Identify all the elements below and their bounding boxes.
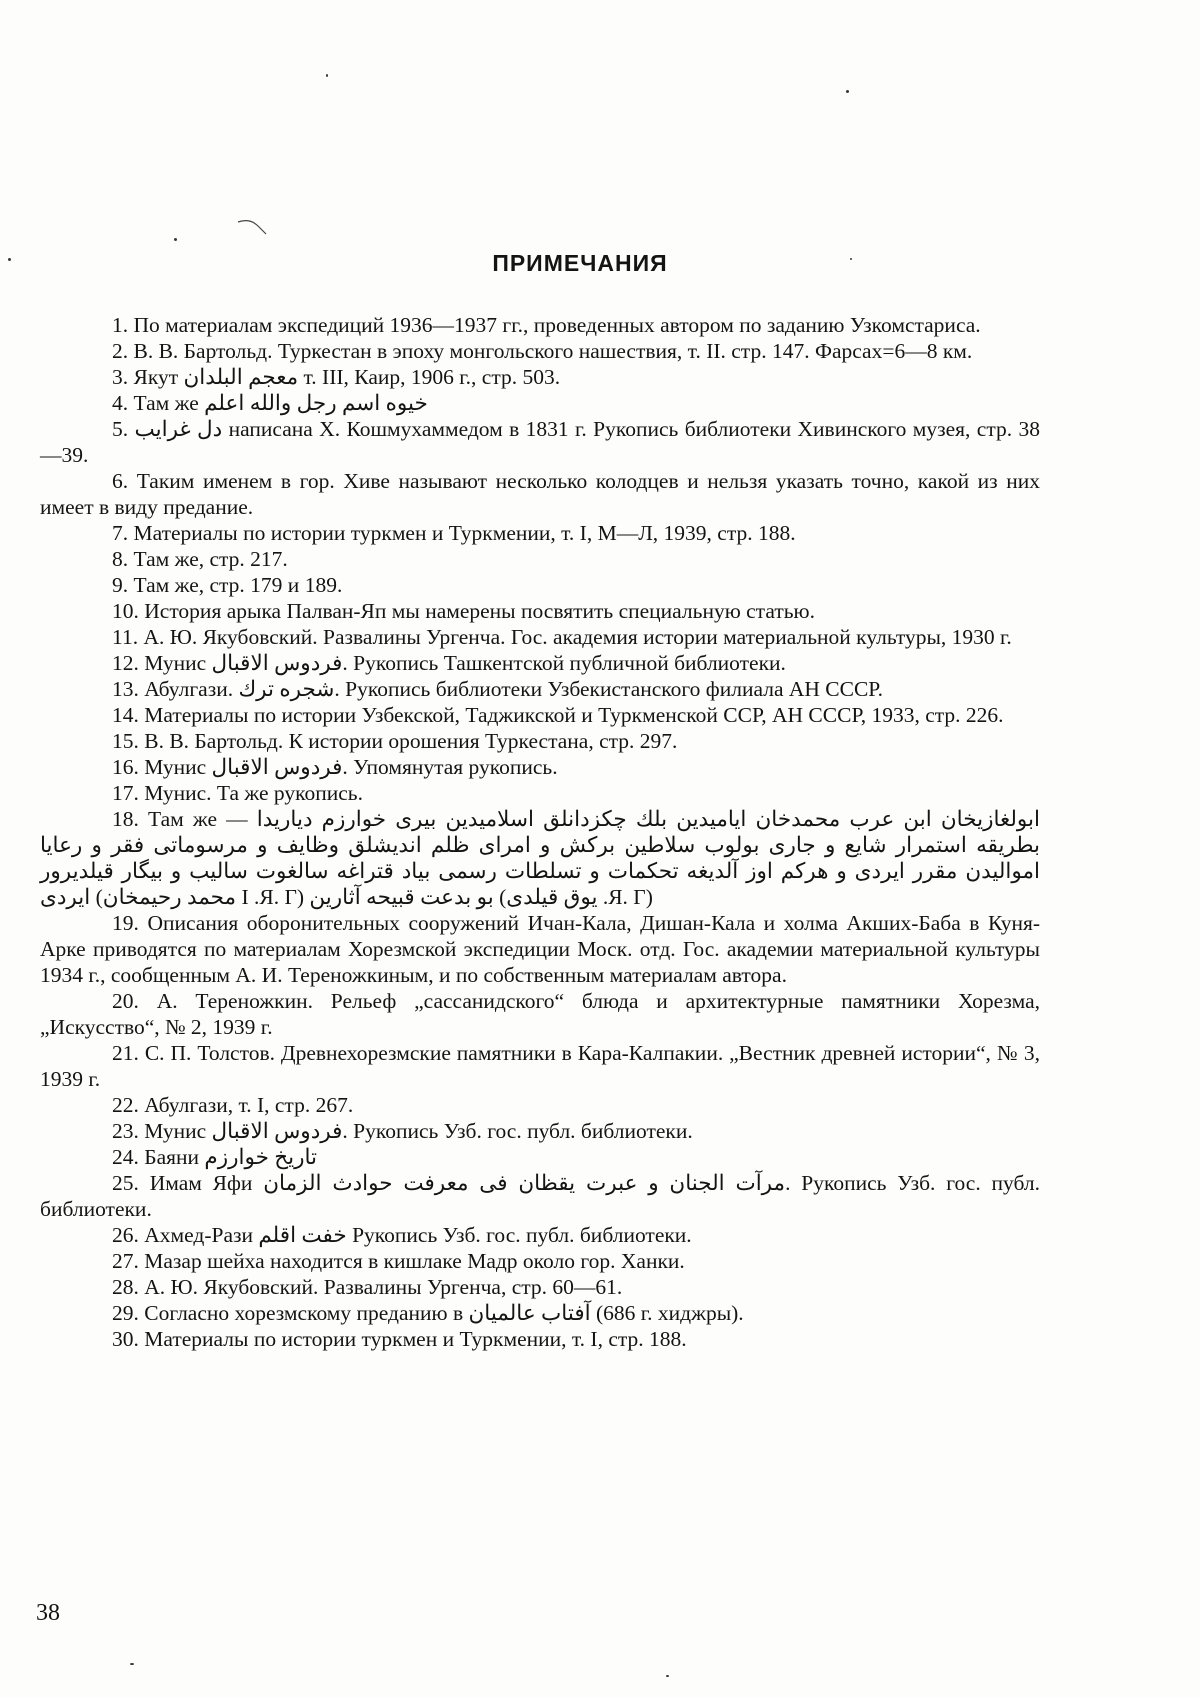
note-item <box>40 546 1040 572</box>
note-item <box>40 1274 1040 1300</box>
notes-list <box>40 312 1040 1352</box>
note-number: 4. <box>112 391 129 415</box>
note-item <box>40 650 1040 676</box>
note-item <box>40 520 1040 546</box>
note-item <box>40 1170 1040 1222</box>
note-text: Мунис فردوس الاقبال. Упомянутая рукопись. <box>144 755 558 779</box>
note-number: 6. <box>112 469 129 493</box>
scan-speck <box>174 238 177 241</box>
scan-mark <box>236 218 276 238</box>
note-text: А. Тереножкин. Рельеф „сассанидского“ блюда и архитектурные памятники Хорезма, „Искусство“, № 2, 1939 г. <box>40 989 1040 1039</box>
note-number: 7. <box>112 521 129 545</box>
note-text: Материалы по истории туркмен и Туркмении, т. I, М—Л, 1939, стр. 188. <box>133 521 796 545</box>
note-item <box>40 624 1040 650</box>
note-item <box>40 728 1040 754</box>
note-number: 17. <box>112 781 139 805</box>
note-text: Описания оборонительных сооружений Ичан-Кала, Дишан-Кала и холма Акших-Баба в Куня-Арке приводятся по материалам Хорезмской экспедиции Моск. отд. Гос. академии материальной культуры 1934 г., сообщенным А. И. Тереножкиным, и по собственным материалам автора. <box>40 911 1041 987</box>
note-number: 23. <box>112 1119 139 1143</box>
note-item <box>40 468 1040 520</box>
note-text: Мазар шейха находится в кишлаке Мадр около гор. Ханки. <box>144 1249 685 1273</box>
note-text: Там же — ابولغازیخان ابن عرب محمدخان ایامیدین بلك چکزدانلق اسلامیدین بیری خوارزم دیاریدا بطریقه استمرار شایع و جاری بولوب سلاطین برکش و امرای ظلم اندیشلق وظایف و مرسوماتی فقر و رعایا اموالیدن مقرر ایردی و هرکم اوز آلدیغه تحکمات و تسلطات رسمی بیاد قتراغه سالغوت سالیب و بیگار قیلدیرور ایردی (محمد رحیمخان I .Я. Г) بو بدعت قبیحه آثارین (یوق قیلدی .Я. Г) <box>40 807 1040 909</box>
note-text: История арыка Палван-Яп мы намерены посвятить специальную статью. <box>144 599 815 623</box>
note-text: Абулгази, т. I, стр. 267. <box>144 1093 354 1117</box>
note-number: 27. <box>112 1249 139 1273</box>
note-number: 14. <box>112 703 139 727</box>
note-text: В. В. Бартольд. К истории орошения Туркестана, стр. 297. <box>144 729 678 753</box>
note-text: А. Ю. Якубовский. Развалины Ургенча. Гос. академия истории материальной культуры, 1930 г. <box>143 625 1012 649</box>
note-item <box>40 1118 1040 1144</box>
note-text: Там же, стр. 217. <box>133 547 288 571</box>
scan-speck <box>846 90 849 93</box>
note-number: 9. <box>112 573 129 597</box>
scan-speck <box>666 1675 669 1677</box>
note-number: 11. <box>112 625 139 649</box>
note-number: 15. <box>112 729 139 753</box>
note-number: 1. <box>112 313 129 337</box>
note-text: Абулгази. شجره ترك. Рукопись библиотеки Узбекистанского филиала АН СССР. <box>144 677 883 701</box>
note-text: Мунис. Та же рукопись. <box>144 781 363 805</box>
note-number: 12. <box>112 651 139 675</box>
note-item <box>40 988 1040 1040</box>
note-number: 13. <box>112 677 139 701</box>
note-number: 16. <box>112 755 139 779</box>
note-item <box>40 1144 1040 1170</box>
note-item <box>40 780 1040 806</box>
note-number: 30. <box>112 1327 139 1351</box>
note-text: Ахмед-Рази خفت اقلم Рукопись Узб. гос. публ. библиотеки. <box>144 1223 692 1247</box>
note-item <box>40 1040 1040 1092</box>
note-number: 26. <box>112 1223 139 1247</box>
note-number: 10. <box>112 599 139 623</box>
note-number: 21. <box>112 1041 139 1065</box>
note-item <box>40 1092 1040 1118</box>
note-text: Таким именем в гор. Хиве называют несколько колодцев и нельзя указать точно, какой из них имеет в виду предание. <box>40 469 1040 519</box>
page-title: ПРИМЕЧАНИЯ <box>492 250 668 276</box>
note-number: 25. <box>112 1171 139 1195</box>
note-text: Согласно хорезмскому преданию в آفتاب عالمیان (686 г. хиджры). <box>144 1301 744 1325</box>
note-text: Баяни تاریخ خوارزم <box>144 1145 318 1169</box>
note-text: Там же, стр. 179 и 189. <box>133 573 343 597</box>
note-number: 5. <box>112 417 129 441</box>
note-item <box>40 572 1040 598</box>
note-item <box>40 338 1040 364</box>
note-number: 24. <box>112 1145 139 1169</box>
note-item <box>40 1326 1040 1352</box>
note-text: Материалы по истории туркмен и Туркмении, т. I, стр. 188. <box>144 1327 687 1351</box>
note-item <box>40 312 1040 338</box>
note-text: В. В. Бартольд. Туркестан в эпоху монгольского нашествия, т. II. стр. 147. Фарсах=6—8 км. <box>133 339 973 363</box>
scan-speck <box>130 1663 134 1665</box>
page-number: 38 <box>36 1600 60 1626</box>
note-item <box>40 676 1040 702</box>
note-text: А. Ю. Якубовский. Развалины Ургенча, стр. 60—61. <box>144 1275 623 1299</box>
note-item <box>40 702 1040 728</box>
note-text: Материалы по истории Узбекской, Таджикской и Туркменской ССР, АН СССР, 1933, стр. 226. <box>144 703 1004 727</box>
note-text: С. П. Толстов. Древнехорезмские памятники в Кара-Калпакии. „Вестник древней истории“, № 3, 1939 г. <box>40 1041 1041 1091</box>
note-text: دل غرایب написана Х. Кошмухаммедом в 1831 г. Рукопись библиотеки Хивинского музея, стр. 38—39. <box>40 417 1040 467</box>
note-number: 29. <box>112 1301 139 1325</box>
note-text: Там же خیوه اسم رجل والله اعلم <box>133 391 428 415</box>
note-item <box>40 390 1040 416</box>
scan-speck <box>326 74 328 77</box>
note-item <box>40 1222 1040 1248</box>
note-text: Мунис فردوس الاقبال. Рукопись Ташкентской публичной библиотеки. <box>144 651 786 675</box>
note-text: По материалам экспедиций 1936—1937 гг., проведенных автором по заданию Узкомстариса. <box>133 313 981 337</box>
note-number: 19. <box>112 911 139 935</box>
note-number: 18. <box>112 807 139 831</box>
note-item <box>40 806 1040 910</box>
note-text: Мунис فردوس الاقبال. Рукопись Узб. гос. публ. библиотеки. <box>144 1119 693 1143</box>
note-item <box>40 364 1040 390</box>
note-item <box>40 910 1040 988</box>
note-item <box>40 416 1040 468</box>
note-number: 20. <box>112 989 139 1013</box>
note-item <box>40 598 1040 624</box>
note-item <box>40 754 1040 780</box>
note-number: 22. <box>112 1093 139 1117</box>
note-number: 2. <box>112 339 129 363</box>
note-item <box>40 1300 1040 1326</box>
note-text: Имам Яфи مرآت الجنان و عبرت یقظان فی معرفت حوادث الزمان. Рукопись Узб. гос. публ. библиотеки. <box>40 1171 1040 1221</box>
note-item <box>40 1248 1040 1274</box>
note-number: 3. <box>112 365 129 389</box>
note-text: Якут معجم البلدان т. III, Каир, 1906 г., стр. 503. <box>133 365 561 389</box>
note-number: 28. <box>112 1275 139 1299</box>
note-number: 8. <box>112 547 129 571</box>
